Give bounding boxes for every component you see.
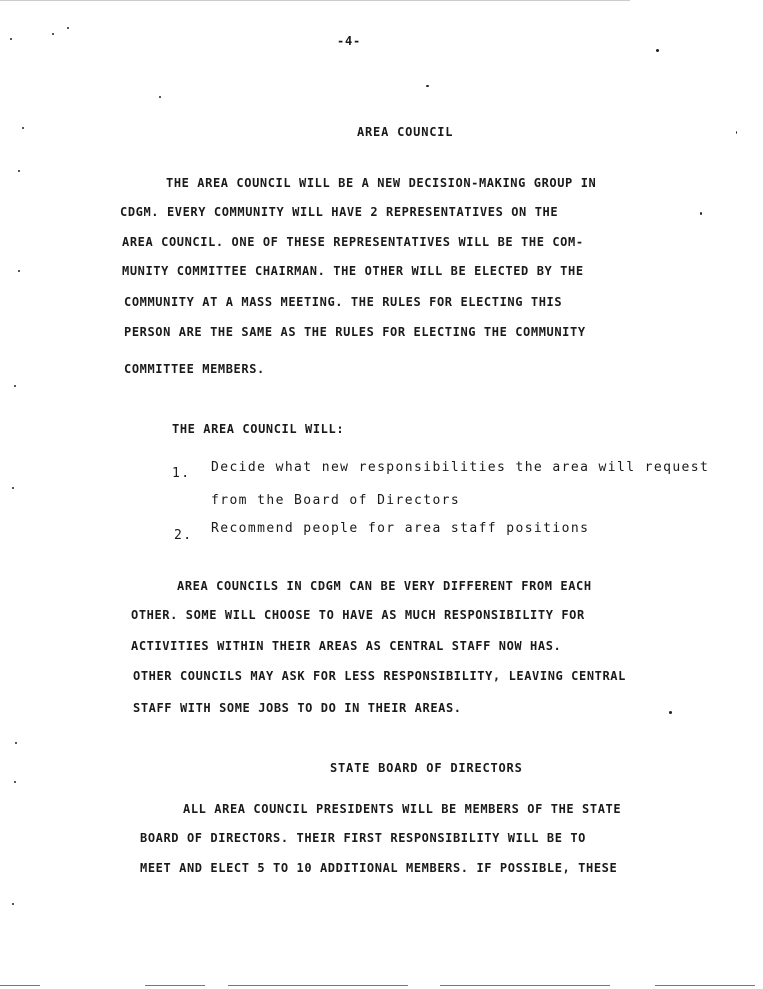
scan-speck (736, 131, 737, 134)
paragraph-line: AREA COUNCIL. ONE OF THESE REPRESENTATIVES WILL BE THE COM- (122, 235, 584, 249)
scan-speck (14, 385, 16, 387)
scan-speck (159, 96, 161, 98)
paragraph-line: THE AREA COUNCIL WILL BE A NEW DECISION-MAKING GROUP IN (166, 176, 597, 190)
list-item-number: 1. (172, 466, 191, 481)
scan-speck (700, 212, 702, 215)
scan-edge-line (228, 985, 408, 986)
scan-speck (10, 38, 12, 40)
paragraph-line: ACTIVITIES WITHIN THEIR AREAS AS CENTRAL STAFF NOW HAS. (131, 639, 562, 653)
list-intro: THE AREA COUNCIL WILL: (172, 422, 345, 436)
paragraph-line: STAFF WITH SOME JOBS TO DO IN THEIR AREAS. (133, 701, 462, 715)
list-item-text: Decide what new responsibilities the area will request (211, 460, 710, 475)
scan-speck (669, 711, 672, 714)
scan-speck (67, 27, 69, 29)
section-heading-area-council: AREA COUNCIL (357, 125, 454, 139)
list-item-text: Recommend people for area staff positions (211, 521, 590, 536)
page-number: -4- (337, 34, 362, 48)
list-item-text: from the Board of Directors (211, 493, 461, 508)
paragraph-line: BOARD OF DIRECTORS. THEIR FIRST RESPONSIBILITY WILL BE TO (140, 831, 587, 845)
scan-speck (426, 85, 429, 87)
scan-edge-line (440, 985, 610, 986)
list-item-number: 2. (174, 528, 193, 543)
paragraph-line: OTHER. SOME WILL CHOOSE TO HAVE AS MUCH RESPONSIBILITY FOR (131, 608, 585, 622)
paragraph-line: AREA COUNCILS IN CDGM CAN BE VERY DIFFERENT FROM EACH (177, 579, 592, 593)
paragraph-line: COMMITTEE MEMBERS. (124, 362, 265, 376)
scan-edge-line (0, 0, 630, 1)
paragraph-line: COMMUNITY AT A MASS MEETING. THE RULES FOR ELECTING THIS (124, 295, 563, 309)
scan-speck (12, 903, 14, 905)
paragraph-line: PERSON ARE THE SAME AS THE RULES FOR ELECTING THE COMMUNITY (124, 325, 586, 339)
scan-speck (22, 127, 24, 129)
scan-edge-line (655, 985, 755, 986)
scan-speck (52, 33, 54, 35)
scan-speck (14, 781, 16, 783)
scan-edge-line (0, 985, 40, 986)
paragraph-line: ALL AREA COUNCIL PRESIDENTS WILL BE MEMBERS OF THE STATE (183, 802, 622, 816)
section-heading-state-board: STATE BOARD OF DIRECTORS (330, 761, 523, 775)
paragraph-line: MUNITY COMMITTEE CHAIRMAN. THE OTHER WILL BE ELECTED BY THE (122, 264, 584, 278)
scan-edge-line (145, 985, 205, 986)
scan-speck (18, 270, 20, 272)
paragraph-line: MEET AND ELECT 5 TO 10 ADDITIONAL MEMBERS. IF POSSIBLE, THESE (140, 861, 618, 875)
scan-speck (18, 170, 20, 172)
scan-speck (656, 49, 659, 52)
paragraph-line: CDGM. EVERY COMMUNITY WILL HAVE 2 REPRESENTATIVES ON THE (120, 205, 559, 219)
paragraph-line: OTHER COUNCILS MAY ASK FOR LESS RESPONSIBILITY, LEAVING CENTRAL (133, 669, 626, 683)
scan-speck (15, 742, 17, 744)
scan-speck (12, 487, 14, 489)
